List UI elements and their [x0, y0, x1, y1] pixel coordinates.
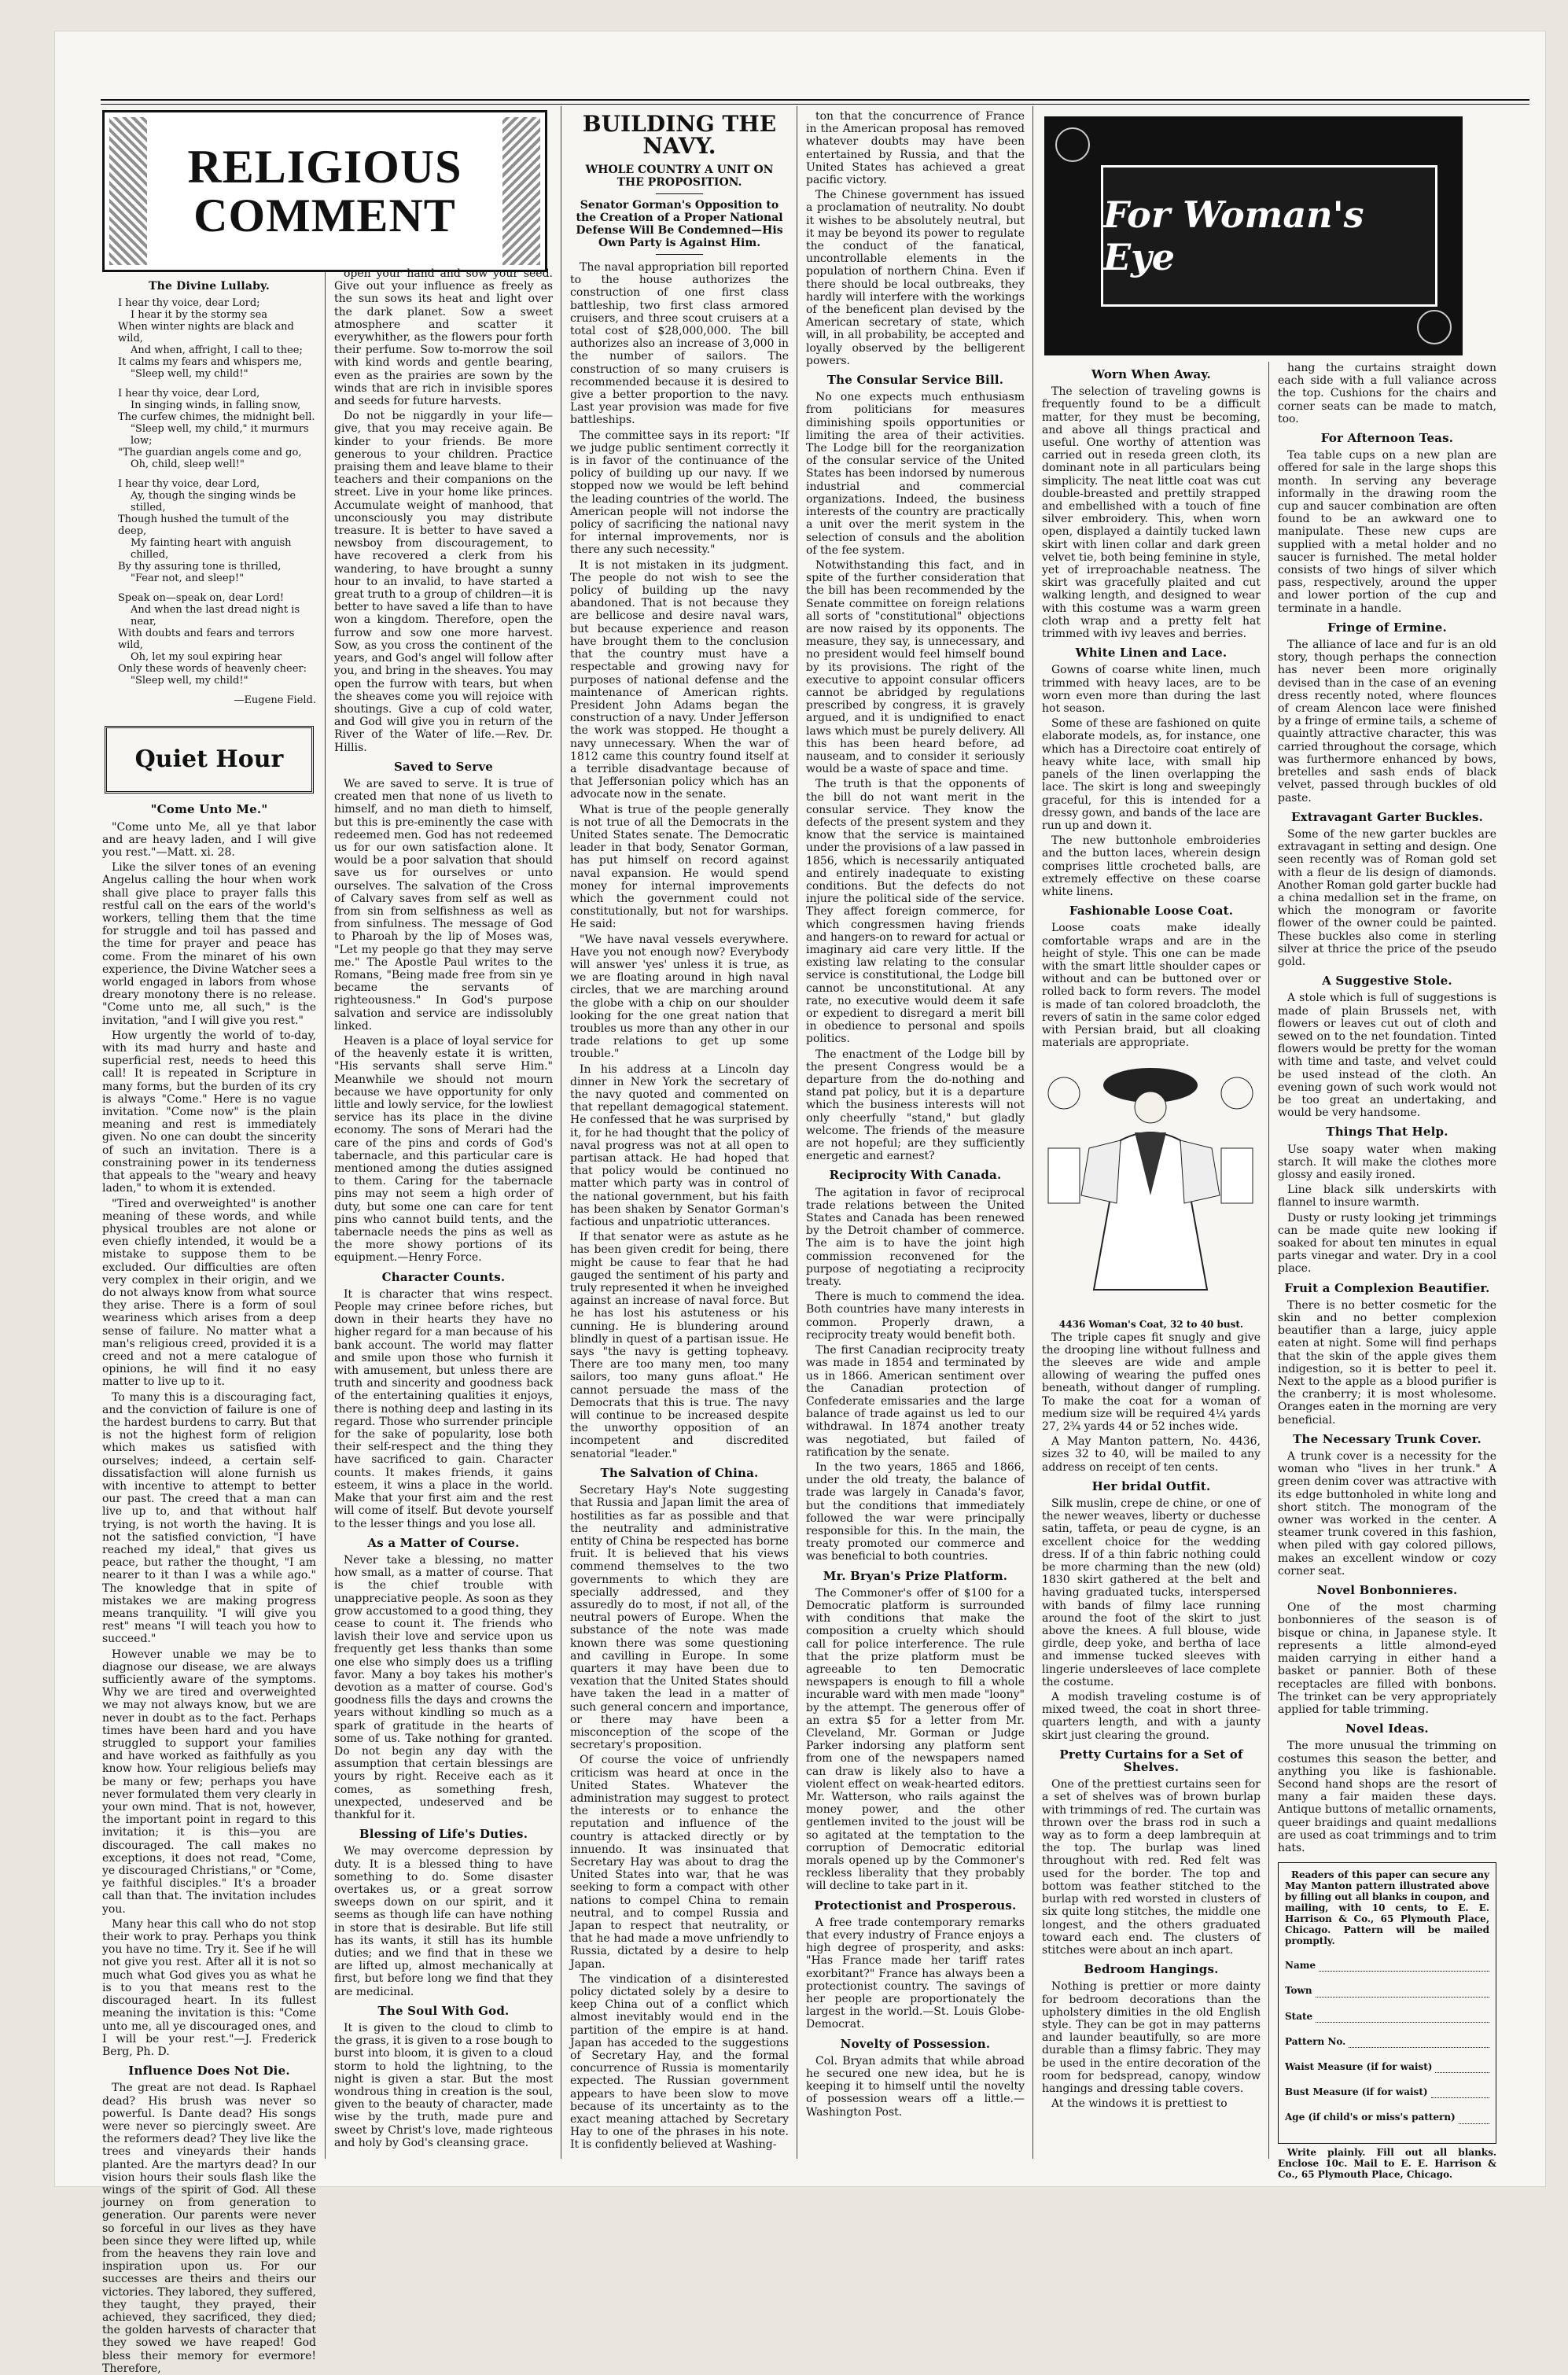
- paragraph: The truth is that the opponents of the bill do not want merit in the consular service. They know the defects of the present system and they know that the service is maintained under the provisions of a law passed in 1856, which is necessarily antiquated and entirely inadequate to existing conditions. But the defects do not injure the political side of the service. They affect foreign commerce, for which congressmen having friends and hangers-on to reward for actual or imaginary aid care very little. If the existing law relating to the consular service is constitutional, the Lodge bill cannot be unconstitutional. At any rate, no executive would deem it safe or expedient to disregard a merit bill in obedience to personal and spoils politics.: [806, 778, 1025, 1046]
- poem-line: When winter nights are black and wild,: [118, 321, 294, 345]
- religious-comment-masthead: [102, 110, 547, 272]
- form-blank[interactable]: [1316, 2012, 1489, 2023]
- china-body: [570, 1484, 789, 2152]
- garter-body: [1278, 828, 1496, 968]
- form-label: Bust Measure (if for waist): [1285, 2086, 1428, 2098]
- poem-line: I hear it by the stormy sea: [131, 309, 268, 322]
- paragraph: The triple capes fit snugly and give the drooping line without fullness and the sleeves are wide and ample allowing of wearing the puffed ones beneath, without danger of rumpling. To make the coat for a woman of medium size will be required 4¼ yards 27, 2¾ yards 44 or 52 inches wide.: [1042, 1331, 1261, 1433]
- paragraph: The Commoner's offer of $100 for a Democratic platform is surrounded with conditions that make the composition a cruelty which should call for police interference. The rule that the prize platform must be agreeable to ten Democratic newspapers is enough to fill a whole incurable ward with men made "loony" by the attempt. The generous offer of an extra $5 for a letter from Mr. Cleveland, Mr. Gorman or Judge Parker indorsing any platform sent from one of the newspapers named can draw is likely also to have a violent effect on weak-hearted editors. Mr. Watterson, who rails against the money power, and the other gentlemen invited to the joust will be so agitated at the temptation to the corruption of Democratic editorial morals opened up by the Commoner's reckless liberality that they probably will decline to take part in it.: [806, 1586, 1025, 1893]
- form-field-3[interactable]: [1285, 2035, 1489, 2048]
- paragraph: A free trade contemporary remarks that every industry of France enjoys a high degree of prosperity, and asks: "Has France made her tariff rates exorbitant?" France has always been a protectionist country. The savings of her people are proportionately the largest in the world.—St. Louis Globe-Democrat.: [806, 1916, 1025, 2031]
- paragraph: Col. Bryan admits that while abroad he secured one new idea, but he is keeping it to himself until the novelty of possession wears off a little.—Washington Post.: [806, 2054, 1025, 2119]
- course-title: As a Matter of Course.: [367, 1535, 520, 1550]
- banner-flourish-2: [1417, 310, 1452, 344]
- paragraph: The committee says in its report: "If we judge public sentiment correctly it is in favor of the continuance of the policy of building up our navy. If we stopped now we would be left behind the leading countries of the world. The American people will not indorse the policy of sacrificing the national navy for internal improvements, nor is there any such necessity.": [570, 429, 789, 557]
- consular-title: The Consular Service Bill.: [826, 373, 1004, 388]
- banner-flourish: [1055, 127, 1090, 162]
- bridal-title: Her bridal Outfit.: [1091, 1478, 1211, 1493]
- paragraph: ton that the concurrence of France in the American proposal has removed whatever doubts may have been entertained by Russia, and that the United States has achieved a great pacific victory.: [806, 110, 1025, 187]
- poem-line: By thy assuring tone is thrilled,: [118, 561, 282, 573]
- paragraph: However unable we may be to diagnose our disease, we are always sufficiently aware of the symptoms. Why we are tired and overweighted we may not always know, but we are never in doubt as to the fact. Perhaps times have been hard and you have struggled to support your families and have worked as faithfully as you know how. Your religious beliefs may be many or few; perhaps you have never formulated them very clearly in your own mind. That is not, however, the important point in regard to this invitation; it is this—you are discouraged. The call makes no exceptions, it does not read, "Come, ye discouraged Christians," or "Come, ye faithful disciples." It's a broader call than that. The invitation includes you.: [102, 1648, 316, 1916]
- worn-body: [1042, 385, 1261, 640]
- paragraph: A trunk cover is a necessity for the woman who "lives in her trunk." A green denim cover was attractive with its edge buttonholed in white long and short stitch. The monogram of the owner was worked in the center. A steamer trunk covered in this fashion, when piled with gay colored pillows, makes an excellent window or cozy corner seat.: [1278, 1450, 1496, 1578]
- column-rule-1: [325, 267, 326, 2159]
- poem-line: I hear thy voice, dear Lord,: [118, 478, 260, 491]
- form-field-4[interactable]: [1285, 2060, 1489, 2073]
- curtains-body: [1042, 1778, 1261, 1957]
- paragraph: Like the silver tones of an evening Angelus calling the hour when work shall give place to prayer falls this restful call on the ears of the world's workers, telling them that the time for struggle and toil has passed and the time for prayer and peace has come. From the minaret of his own experience, the Divine Watcher sees a world engaged in labors from whose dreary monotony there is no release. "Come unto me, all such," is the invitation, "and I will give you rest.": [102, 861, 316, 1027]
- poem-line: And when the last dread night is near,: [131, 604, 300, 628]
- paragraph: Tea table cups on a new plan are offered for sale in the large shops this month. In serving any beverage informally in the drawing room the cup and saucer combination are often found to be an awkward one to manipulate. These new cups are supplied with a metal holder and no saucer is furnished. The metal holder consists of two hings of silver which pass, respectively, around the upper and lower portion of the cup and terminate in a handle.: [1278, 449, 1496, 615]
- paragraph: The more unusual the trimming on costumes this season the better, and anything you like is fashionable. Second hand shops are the resort of many a fair maiden these days. Antique buttons of metallic ornaments, queer braidings and quaint medallions are used as coat trimmings and to trim hats.: [1278, 1740, 1496, 1854]
- column-1: [102, 274, 316, 2375]
- novelty-title: Novelty of Possession.: [840, 2036, 991, 2051]
- paragraph: The vindication of a disinterested policy dictated solely by a desire to keep China out of a conflict which almost inevitably would end in the partition of the empire is at hand. Japan has acceded to the suggestions of Secretary Hay, and the formal concurrence of Russia is momentarily expected. The Russian government appears to have been slow to move because of its uncertainty as to the exact meaning attached by Secretary Hay to one of the phrases in his note. It is confidently believed at Washing-: [570, 1972, 789, 2152]
- paragraph: It is character that wins respect. People may crinee before riches, but down in their hearts they have no higher regard for a man because of his bank account. The world may flatter and smile upon those who furnish it with amusement, but unless there are truth and sincerity and goodness back of the entertaining qualities it enjoys, there is nothing deep and lasting in its regard. Those who surrender principle for the sake of popularity, lose both their self-respect and the thing they have sacrificed to gain. Character counts. It makes friends, it gains esteem, it wins a place in the world. Make that your first aim and the rest will come of itself. But devote yourself to the lesser things and you lose all.: [334, 1287, 553, 1530]
- subhead-divider-2: [656, 254, 703, 255]
- paragraph: Some of these are fashioned on quite elaborate models, as, for instance, one which has a Directoire coat entirely of heavy white lace, with small hip panels of the linen overlapping the lace. The skirt is long and sweepingly graceful, for this is intended for a dressy gown, and bands of the lace are run up and down it.: [1042, 717, 1261, 832]
- paragraph: In his address at a Lincoln day dinner in New York the secretary of the navy quoted and commented on that repellant demagogical statement. He confessed that he was surprised by it, for he had thought that the policy of naval progress was not at all open to partisan attack. He had hoped that that policy would be continued no matter which party was in control of the national government, but his faith has been shaken by Senator Gorman's factious and unpatriotic utterances.: [570, 1062, 789, 1229]
- trunk-title: The Necessary Trunk Cover.: [1293, 1431, 1482, 1446]
- tea-body: [1278, 449, 1496, 615]
- col4-body: [806, 110, 1025, 367]
- ideas-title: Novel Ideas.: [1345, 1721, 1429, 1736]
- loose-title: Fashionable Loose Coat.: [1069, 904, 1234, 919]
- loose-body: [1042, 922, 1261, 1049]
- col6-body: [1278, 362, 1496, 425]
- paragraph: There is much to commend the idea. Both countries have many interests in common. Properly drawn, a reciprocity treaty would benefit both.: [806, 1291, 1025, 1342]
- come-unto-me-body: [102, 821, 316, 2059]
- paragraph: The alliance of lace and fur is an old story, though perhaps the connection has never been more originally devised than in the case of an evening dress recently noted, where flounces of cream Alencon lace were finished by a fringe of ermine tails, a scheme of quaintly attractive character, this was carried throughout the corsage, which was furthermore enhanced by bows, bretelles and sash ends of black velvet, passed through buckles of old paste.: [1278, 639, 1496, 805]
- stole-title: A Suggestive Stole.: [1322, 974, 1452, 989]
- paragraph: Dusty or rusty looking jet trimmings can be made quite new looking if soaked for about ten minutes in equal parts vinegar and water. Dry in a cool place.: [1278, 1211, 1496, 1276]
- bryan-body: [806, 1587, 1025, 1893]
- paragraph: No one expects much enthusiasm from politicians for measures diminishing spoils opportunities or limiting the area of their activities. The Lodge bill for the reorganization of the consular service of the United States has been indorsed by numerous industrial and commercial organizations. Indeed, the business interests of the country are practically a unit over the merit system in the selection of consuls and the abolition of the fee system.: [806, 391, 1025, 557]
- paragraph: The selection of traveling gowns is frequently found to be a difficult matter, for they must be becoming, and above all things practical and useful. One worthy of attention was carried out in reseda green cloth, its dominant note in all particulars being simplicity. The neat little coat was cut double-breasted and prettily strapped and embellished with a touch of fine silver embroidery. This, when worn open, displayed a daintily tucked lawn skirt with linen collar and dark green velvet tie, both being feminine in style, yet of irreproachable neatness. The skirt was gracefully plaited and cut walking length, and designed to wear with this costume was a warm green cloth wrap and a pretty felt hat trimmed with ivy leaves and berries.: [1042, 385, 1261, 641]
- character-title: Character Counts.: [381, 1269, 506, 1284]
- tea-title: For Afternoon Teas.: [1320, 431, 1454, 446]
- saved-title: Saved to Serve: [393, 759, 493, 774]
- poem-line: Oh, let my soul expiring hear: [131, 651, 282, 664]
- ideas-body: [1278, 1740, 1496, 1854]
- poem: [102, 297, 316, 687]
- paragraph: The enactment of the Lodge bill by the present Congress would be a departure from the do-nothing and stand pat policy, but it is a departure which the business interests will not only cheerfully "stand," but gladly welcome. The friends of the measure are not hopeful; are they sufficiently energetic and earnest?: [806, 1048, 1025, 1163]
- poem-line: "Sleep well, my child!": [131, 368, 248, 381]
- paragraph: The Chinese government has issued a proclamation of neutrality. No doubt it wishes to be absolutely neutral, but it may be beyond its power to regulate the conduct of the fanatical, uncontrollable elements in the population of northern China. Even if there should be local outbreaks, they hardly will interfere with the workings of the beneficent plan devised by the American secretary of state, which will, in all probability, be accepted and loyally observed by the belligerent powers.: [806, 189, 1025, 367]
- paragraph: Heaven is a place of loyal service for of the heavenly estate it is written, "His servants shall serve Him." Meanwhile we should not mourn because we have opportunity for only little and lowly service, for the lowliest service has its place in the divine economy. The sons of Merari had the care of the pins and cords of God's tabernacle, and this particular care is mentioned among the duties assigned to them. Caring for the tabernacle pins may not seem a high order of duty, but some one can care for tent pins who cannot build tents, and the tabernacle needs the pins as well as the more showy portions of its equipment.—Henry Force.: [334, 1034, 553, 1265]
- poem-line: The curfew chimes, the midnight bell.: [118, 411, 315, 424]
- column-6: [1278, 362, 1496, 2180]
- womans-eye-title: For Woman's Eye: [1103, 193, 1364, 278]
- paragraph: Secretary Hay's Note suggesting that Russia and Japan limit the area of hostilities as far as possible and that the neutrality and administrative entity of China be respected has borne fruit. It is believed that his views commend themselves to the two governments to which they are specially addressed, and they assuredly do to most, if not all, of the neutral powers of Europe. When the substance of the note was made known there was some questioning and cavilling in Europe. In some quarters it may have been due to vexation that the United States should have taken the lead in a matter of such general concern and importance, or there may have been a misconception of the scope of the secretary's proposition.: [570, 1484, 789, 1752]
- novelty-body: [806, 2055, 1025, 2119]
- form-label: State: [1285, 2010, 1313, 2022]
- womans-eye-banner: [1044, 116, 1463, 355]
- things-body: [1278, 1143, 1496, 1276]
- paragraph: Some of the new garter buckles are extravagant in setting and design. One seen recently was of Roman gold set with a fleur de lis design of diamonds. Another Roman gold garter buckle had a china medallion set in the frame, on which the monogram or favorite flower of the owner could be painted. These buckles also come in sterling silver at thrice the price of the pseudo gold.: [1278, 827, 1496, 968]
- poem-line: Oh, child, sleep well!": [131, 458, 245, 471]
- poem-line: "The guardian angels come and go,: [118, 447, 302, 459]
- hangings-body: [1042, 1980, 1261, 2110]
- paragraph: It is given to the cloud to climb to the grass, it is given to a rose bough to burst into bloom, it is given to a cloud storm to hold the lightning, to the night is given a star. But the most wondrous thing in creation is the soul, given to the beauty of character, made wise by the truth, made pure and sweet by Christ's love, made righteous and holy by God's cleansing grace.: [334, 2022, 553, 2149]
- poem-line: Speak on—speak on, dear Lord!: [118, 592, 285, 605]
- coat-caption: 4436 Woman's Coat, 32 to 40 bust.: [1058, 1319, 1244, 1331]
- column-2: [334, 267, 553, 2163]
- navy-subhead-2: Senator Gorman's Opposition to the Creation of a Proper National Defense Will Be Condemned—His Own Party is Against Him.: [576, 199, 783, 249]
- column-4: [806, 110, 1025, 2163]
- quiet-hour-title: Quiet Hour: [134, 746, 284, 774]
- poem-line: I hear thy voice, dear Lord,: [118, 388, 260, 400]
- form-field-6[interactable]: [1285, 2111, 1489, 2123]
- poem-line: "Sleep well, my child!": [131, 675, 248, 687]
- navy-body: [570, 261, 789, 1460]
- form-label: Age (if child's or miss's pattern): [1285, 2112, 1456, 2123]
- bonbon-body: [1278, 1601, 1496, 1716]
- paragraph: If that senator were as astute as he has been given credit for being, there might be cause to fear that he had gauged the sentiment of his party and truly represented it when he inveighed against an increase of naval force. But he has lost his astuteness or his cunning. He is blundering around blindly in quest of a partisan issue. He says "the navy is getting topheavy. There are too many men, too many sailors, too many guns afloat." He cannot persuade the mass of the Democrats that this is true. The navy will continue to be increased despite the unworthy opposition of an incompetent and discredited senatorial "leader.": [570, 1231, 789, 1460]
- order-coupon: [1278, 1862, 1496, 2143]
- paragraph: A May Manton pattern, No. 4436, sizes 32 to 40, will be mailed to any address on receipt of ten cents.: [1042, 1435, 1261, 1474]
- stole-body: [1278, 992, 1496, 1119]
- form-blank[interactable]: [1349, 2038, 1489, 2048]
- bridal-body: [1042, 1497, 1261, 1742]
- paragraph: Many hear this call who do not stop their work to pray. Perhaps you think you have no time. Try it. See if he will not give you rest. After all it is not so much what God gives you as what he is to you that means rest to the discouraged heart. In its fullest meaning the invitation is this: "Come unto me, all ye discouraged ones, and I will be your rest."—J. Frederick Berg, Ph. D.: [102, 1917, 316, 2058]
- poem-stanza: [102, 478, 316, 584]
- paragraph: We may overcome depression by duty. It is a blessed thing to have something to do. Some disaster overtakes us, or a great sorrow sweeps down on our spirit, and it seems as though life can have nothing in store that is desirable. But life still has its wants, it still has its humble duties; and we find that in these we are lifted up, almost mechanically at first, but before long we find that they are medicinal.: [334, 1845, 553, 1998]
- paragraph: Use soapy water when making starch. It will make the clothes more glossy and easily ironed.: [1278, 1143, 1496, 1181]
- col2-body: [334, 267, 553, 754]
- poem-author: —Eugene Field.: [234, 694, 316, 707]
- paragraph: How urgently the world of to-day, with its mad hurry and haste and superficial rest, needs to heed this call! It is repeated in Scripture in many forms, but the burden of its cry is always "Come." Here is no vague invitation. "Come now" is the plain meaning and rest is immediately given. No one can doubt the sincerity of such an invitation. There is a constraining power in its tenderness that appeals to the "weary and heavy laden," to whom it is extended.: [102, 1029, 316, 1195]
- form-field-1[interactable]: [1285, 1984, 1489, 1997]
- paragraph: What is true of the people generally is not true of all the Democrats in the United States senate. The Democratic leader in that body, Senator Gorman, has put himself on record against naval expansion. He would spend money for internal improvements which the government could not constitutionally, but not for warships. He said:: [570, 803, 789, 931]
- garter-title: Extravagant Garter Buckles.: [1290, 809, 1484, 824]
- poem-stanza: [102, 297, 316, 380]
- paragraph: At the windows it is prettiest to: [1051, 2097, 1228, 2111]
- subhead-divider: [656, 193, 703, 194]
- white-body: [1042, 664, 1261, 898]
- paragraph: To many this is a discouraging fact, and the conviction of failure is one of the hardest burdens to carry. But that is not the highest form of religion which makes us satisfied with ourselves; indeed, a certain self-dissatisfaction will alone furnish us with incentive to attempt to better our past. The creed that a man can live up to, and that without half trying, is not worth the having. It is not the satisfied conviction, "I have reached my ideal," that gives us peace, but rather the thought, "I am nearer to it than I was a while ago." The knowledge that in spite of mistakes we are making progress means tranquility. "I will give you rest" means "I will teach you how to succeed.": [102, 1390, 316, 1646]
- quiet-hour-box: [105, 726, 314, 794]
- form-blank[interactable]: [1316, 1987, 1489, 1998]
- fruit-body: [1278, 1299, 1496, 1427]
- china-title: The Salvation of China.: [600, 1465, 759, 1480]
- form-label: Name: [1285, 1960, 1316, 1972]
- paragraph: Line black silk underskirts with flannel to insure warmth.: [1278, 1184, 1496, 1210]
- soul-title: The Soul With God.: [377, 2003, 510, 2018]
- poem-stanza: [102, 592, 316, 687]
- paragraph: "We have naval vessels everywhere. Have you not enough now? Everybody will answer 'yes' unless it is true, as we are floating around in high naval circles, that we are marching around the globe with a chip on our shoulder looking for the one great nation that troubles us more than any other in our trade relations to get up some trouble.": [570, 933, 789, 1061]
- soul-body: [334, 2022, 553, 2149]
- ermine-body: [1278, 639, 1496, 805]
- poem-line: I hear thy voice, dear Lord;: [118, 297, 260, 310]
- paragraph: The first Canadian reciprocity treaty was made in 1854 and terminated by us in 1866. American sentiment over the Canadian protection of Confederate emissaries and the large balance of trade against us led to our withdrawal. In 1874 another treaty was negotiated, but failed of ratification by the senate.: [806, 1344, 1025, 1459]
- form-label: Waist Measure (if for waist): [1285, 2060, 1433, 2072]
- poem-title: The Divine Lullaby.: [149, 280, 270, 293]
- paragraph: Nothing is prettier or more dainty for bedroom decorations than the upholstery dimities in the old English style. They can be got in may patterns and launder beautifully, so are more durable than a flimsy fabric. They may be used in the entire decoration of the room for bedspread, canopy, window hangings and dressing table covers.: [1042, 1980, 1261, 2095]
- masthead-title-comment: COMMENT: [193, 190, 456, 241]
- paragraph: One of the most charming bonbonnieres of the season is of bisque or china, in Japanese style. It represents a little almond-eyed maiden carrying in either hand a basket or pannier. Both of these receptacles are filled with bonbons. The trinket can be very appropriately applied for table trimming.: [1278, 1601, 1496, 1716]
- coat-drawing: [1042, 1054, 1259, 1313]
- poem-line: Ay, though the singing winds be stilled,: [131, 490, 296, 514]
- paragraph: A modish traveling costume is of mixed tweed, the coat in short three-quarters length, and with a jaunty skirt just clearing the ground.: [1042, 1691, 1261, 1742]
- poem-line: It calms my fears and whispers me,: [118, 356, 302, 369]
- form-blank[interactable]: [1459, 2114, 1489, 2124]
- paragraph: hang the curtains straight down each side with a full valiance across the top. Cushions for the chairs and corner seats can be made to match, too.: [1278, 362, 1496, 425]
- paragraph: Loose coats make ideally comfortable wraps and are in the height of style. This one can be made with the smart little shoulder capes or without and can be buttoned over or rolled back to form revers. The model is made of tan colored broadcloth, the revers of satin in the same color edged with Persian braid, but all cloaking materials are appropriate.: [1042, 922, 1261, 1050]
- protection-body: [806, 1917, 1025, 2031]
- paragraph: "Come unto Me, all ye that labor and are heavy laden, and I will give you rest."—Matt. xi. 28.: [102, 820, 316, 860]
- bonbon-title: Novel Bonbonnieres.: [1316, 1583, 1458, 1598]
- corner-ornament-left: [109, 117, 147, 265]
- form-field-0[interactable]: [1285, 1959, 1489, 1972]
- fruit-title: Fruit a Complexion Beautifier.: [1284, 1280, 1490, 1295]
- form-footer: Write plainly. Fill out all blanks. Enclose 10c. Mail to E. E. Harrison & Co., 65 Plymouth Place, Chicago.: [1278, 2146, 1496, 2180]
- poem-stanza: [102, 388, 316, 470]
- form-blank[interactable]: [1319, 1961, 1489, 1972]
- form-label: Pattern No.: [1285, 2035, 1346, 2047]
- paragraph: Do not be niggardly in your life—give, that you may receive again. Be kinder to your friends. Be more generous to your children. Practice praising them and leave blame to their teachers and their companions on the street. Live in your home like princes. Accumulate weight of manhood, that unconsciously you may distribute treasure. It is better to have saved a newsboy from discouragement, to have recovered a clerk from his wandering, to have brought a sunny hour to an invalid, to have started a great truth to a group of children—it is better to have saved a life than to have won a kingdom. Therefore, open the furrow and sow one more harvest. Sow, as you cross the continent of the years, and God's angel will follow after you, and bring in the sheaves. You may open the furrow with tears, but when the sheaves come you will rejoice with shoutings. Give a cup of cold water, and God will give you in return of the River of the Water of life.—Rev. Dr. Hillis.: [334, 410, 553, 754]
- masthead-title-religious: RELIGIOUS: [187, 141, 462, 193]
- column-5: [1042, 362, 1261, 2163]
- paragraph: open your hand and sow your seed. Give out your influence as freely as the sun sows its heat and light over the dark planet. Sow a sweet atmosphere and scatter it everywhither, as the flowers pour forth their perfume. Sow to-morrow the soil with kind words and gentle bearing, even as the prairies are sown by the winds that are rich in invisible spores and seeds for future harvests.: [334, 267, 553, 408]
- saved-body: [334, 778, 553, 1265]
- column-3: [570, 110, 789, 2163]
- bryan-title: Mr. Bryan's Prize Platform.: [823, 1568, 1008, 1583]
- top-rule: [101, 99, 1529, 101]
- navy-subhead-1: WHOLE COUNTRY A UNIT ON THE PROPOSITION.: [585, 164, 774, 189]
- paragraph: The great are not dead. Is Raphael dead? His brush was never so powerful. Is Dante dead? His songs were never so piercingly sweet. Are the reformers dead? They live like the trees and vineyards their hands planted. Are the martyrs dead? In our vision hours their souls flash like the wings of the spirit of God. All these journey on from generation to generation. Our parents were never so forceful in our lives as they have been since they were lifted up, while from the heavens they rain love and inspiration upon us. For our successes are theirs and theirs our victories. They labored, they suffered, they taught, they prayed, their achieved, they sacrificed, they died; the golden harvests of character that they sowed we have reaped! God bless their memory for evermore! Therefore,: [102, 2082, 316, 2375]
- worn-title: Worn When Away.: [1091, 367, 1211, 381]
- form-label: Town: [1285, 1985, 1312, 1997]
- white-title: White Linen and Lace.: [1075, 646, 1228, 661]
- character-body: [334, 1288, 553, 1530]
- poem-line: And when, affright, I call to thee;: [131, 344, 303, 357]
- blessing-body: [334, 1845, 553, 1998]
- curtains-title: Pretty Curtains for a Set of Shelves.: [1059, 1747, 1243, 1775]
- corner-ornament-right: [502, 117, 540, 265]
- paragraph: We are saved to serve. It is true of created men that none of us liveth to himself, and no man dieth to himself, but this is pre-eminently the case with redeemed men. God has not redeemed us for our own satisfaction alone. It would be a poor salvation that should save us for ourselves or unto ourselves. The salvation of the Cross of Calvary saves from self as well as from sin from selfishness as well as from sinfulness. The message of God to Pharoah by the lip of Moses was, "Let my people go that they may serve me." The Apostle Paul writes to the Romans, "Being made free from sin ye became the servants of righteousness." In God's purpose salvation and service are indissolubly linked.: [334, 777, 553, 1033]
- ermine-title: Fringe of Ermine.: [1327, 620, 1447, 635]
- consular-body: [806, 391, 1025, 1162]
- poem-line: Only these words of heavenly cheer:: [118, 663, 307, 676]
- paragraph: It is not mistaken in its judgment. The people do not wish to see the policy of building up the navy abandoned. That is not because they are bellicose and desire naval wars, but because experience and reason have brought them to the conclusion that the country must have a respectable and growing navy for purposes of national defense and the maintenance of American rights. President John Adams began the construction of a navy. Under Jefferson the work was stopped. He thought a navy unnecessary. When the war of 1812 came this country found itself at a terrible disadvantage because of that Jeffersonian policy which has an advocate now in the senate.: [570, 558, 789, 801]
- form-blank[interactable]: [1431, 2088, 1489, 2098]
- paragraph: There is no better cosmetic for the skin and no better complexion beautifier than a large, juicy apple eaten at night. Some will find perhaps that the skin of the apple gives them indigestion, so it is better to peel it. Next to the apple as a blood purifier is the cranberry; it is most wholesome. Oranges eaten in the morning are very beneficial.: [1278, 1298, 1496, 1427]
- things-title: Things That Help.: [1326, 1125, 1448, 1140]
- paragraph: The naval appropriation bill reported to the house authorizes the construction of one first class battleship, two first class armored cruisers, and three scout cruisers at a total cost of $28,000,000. The bill authorizes also an increase of 3,000 in the number of sailors. The construction of so many cruisers is recommended because it is desired to give a better proportion to the navy. Last year provision was made for five battleships.: [570, 261, 789, 427]
- column-rule-5: [1268, 362, 1269, 2159]
- order-form: [1285, 1959, 1489, 2123]
- reciprocity-title: Reciprocity With Canada.: [829, 1168, 1002, 1183]
- come-unto-me-title: "Come Unto Me.": [150, 802, 268, 817]
- navy-headline: BUILDING THE NAVY.: [582, 111, 777, 159]
- paragraph: In the two years, 1865 and 1866, under the old treaty, the balance of trade was largely in Canada's favor, but the conditions that immediately followed the war were principally responsible for this. In the main, the treaty promoted our commerce and was beneficial to both countries.: [806, 1460, 1025, 1563]
- paragraph: A stole which is full of suggestions is made of plain Brussels net, with flowers or leaves cut out of cloth and sewed on to the net foundation. Tinted flowers would be pretty for the woman with time and taste, and velvet could be used instead of the cloth. An evening gown of such work would not be too great an undertaking, and would be very handsome.: [1278, 992, 1496, 1120]
- trunk-body: [1278, 1450, 1496, 1578]
- poem-line: With doubts and fears and terrors wild,: [118, 628, 295, 652]
- paragraph: "Tired and overweighted" is another meaning of these words, and while physical troubles are not alone or even chiefly intended, it would be a mistake to suppose them to be excluded. Our difficulties are often very complex in their origin, and we do not always know from what source they arise. There is a form of soul weariness which arises from a deep sense of failure. No matter what a man's religious creed, provided it is a creed and not a mere catalogue of opinions, he will find it no easy matter to live up to it.: [102, 1197, 316, 1389]
- paragraph: One of the prettiest curtains seen for a set of shelves was of brown burlap with trimmings of red. The curtain was thrown over the brass rod in such a way as to form a deep lambrequin at the top. The burlap was lined throughout with red. Red felt was used for the border. The top and bottom was feather stitched to the burlap with red worsted in clusters of six quite long stitches, the middle one longest, and the others graduated toward each end. The clusters of stitches were about an inch apart.: [1042, 1778, 1261, 1957]
- form-field-5[interactable]: [1285, 2086, 1489, 2098]
- banner-inner: [1101, 165, 1437, 307]
- paragraph: Notwithstanding this fact, and in spite of the further consideration that the bill has been recommended by the Senate committee on foreign relations all sorts of "constitutional" objections are now raised by its opponents. The measure, they say, is unnecessary, and no president would feel himself bound by its provisions. The right of the executive to appoint consular officers cannot be abridged by regulations prescribed by congress, it is gravely argued, and it is undignified to enact laws which must be purely delivery. All this has been heard before, ad nauseam, and to consider it seriously would be a waste of space and time.: [806, 558, 1025, 776]
- coat-body: [1042, 1331, 1261, 1474]
- top-rule-2: [101, 104, 1529, 105]
- hangings-title: Bedroom Hangings.: [1084, 1962, 1219, 1977]
- blessing-title: Blessing of Life's Duties.: [359, 1827, 528, 1842]
- poem-line: In singing winds, in falling snow,: [131, 400, 301, 412]
- column-rule-4: [1032, 106, 1033, 2159]
- poem-line: "Fear not, and sleep!": [131, 573, 245, 585]
- influence-title: Influence Does Not Die.: [128, 2064, 290, 2079]
- protection-title: Protectionist and Prosperous.: [814, 1898, 1017, 1913]
- reciprocity-body: [806, 1187, 1025, 1563]
- poem-line: My fainting heart with anguish chilled,: [131, 537, 292, 562]
- poem-line: "Sleep well, my child," it murmurs low;: [131, 423, 309, 447]
- course-body: [334, 1554, 553, 1821]
- order-text: Readers of this paper can secure any May Manton pattern illustrated above by filling out all blanks in coupon, and mailing, with 10 cents, to E. E. Harrison & Co., 65 Plymouth Place, Chicago. Pattern will be mailed promptly.: [1285, 1869, 1489, 1947]
- paragraph: The new buttonhole embroideries and the button laces, wherein design comprises little crocheted balls, are extremely effective on these coarse white linens.: [1042, 834, 1261, 898]
- poem-line: Though hushed the tumult of the deep,: [118, 514, 289, 538]
- influence-body: [102, 2082, 316, 2375]
- paragraph: Never take a blessing, no matter how small, as a matter of course. That is the chief trouble with unappreciative people. As soon as they grow accustomed to a good thing, they cease to count it. The friends who lavish their love and service upon us frequently get less thanks than some one else who simply does us a trifling favor. Many a boy takes his mother's devotion as a matter of course. God's goodness fills the days and crowns the years without kindling so much as a spark of gratitude in the hearts of some of us. Take nothing for granted. Do not begin any day with the assumption that certain blessings are yours by right. Receive each as it comes, as something fresh, unexpected, undeserved and be thankful for it.: [334, 1553, 553, 1821]
- newspaper-page: [55, 31, 1545, 2375]
- form-field-2[interactable]: [1285, 2010, 1489, 2023]
- paragraph: Gowns of coarse white linen, much trimmed with heavy laces, are to be worn even more than during the last hot season.: [1042, 664, 1261, 716]
- coat-illustration: [1042, 1054, 1259, 1313]
- paragraph: The agitation in favor of reciprocal trade relations between the United States and Canada has been renewed by the Detroit chamber of commerce. The aim is to have the joint high commission reconvened for the purpose of negotiating a reciprocity treaty.: [806, 1186, 1025, 1289]
- form-blank[interactable]: [1435, 2063, 1489, 2073]
- paragraph: Of course the voice of unfriendly criticism was heard at once in the United States. Whatever the administration may suggest to protect the interests or to enhance the reputation and influence of the country is attacked directly or by innuendo. It was insinuated that Secretary Hay was about to drag the United States into war, that he was seeking to form a compact with other nations to compel China to remain neutral, and to compel Russia and Japan to respect that neutrality, or that he had made a move unfriendly to Russia, dictated by a desire to help Japan.: [570, 1754, 789, 1971]
- paragraph: Silk muslin, crepe de chine, or one of the newer weaves, liberty or duchesse satin, taffeta, or peau de cygne, is an excellent choice for the wedding dress. If of a thin fabric nothing could be more charming than the new (old) 1830 skirt gathered at the belt and having graduated tucks, interspersed with bands of filmy lace running around the foot of the skirt to just above the knees. A full blouse, wide girdle, deep yoke, and bertha of lace and immense tucked sleeves with lingerie undersleeves of lace complete the costume.: [1042, 1497, 1261, 1688]
